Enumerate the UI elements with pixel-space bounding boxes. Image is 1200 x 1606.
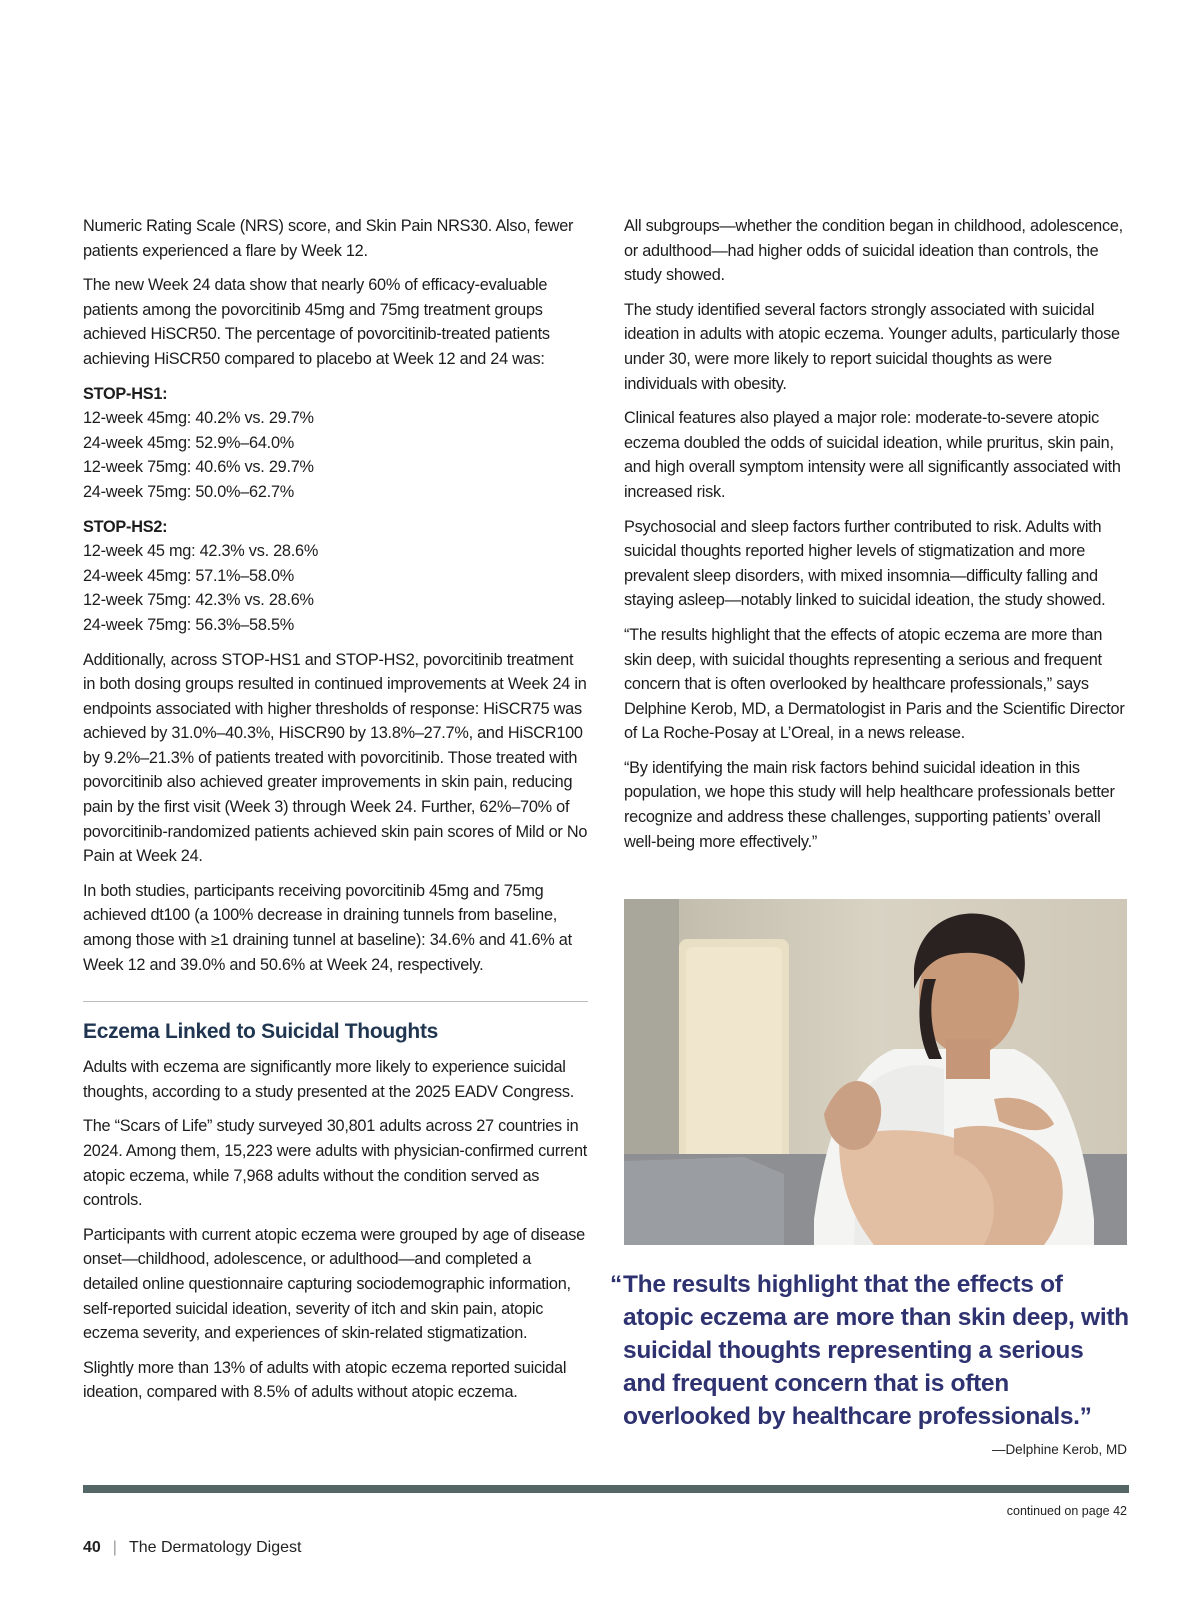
stop-hs1-results — [83, 382, 588, 505]
body-paragraph: Slightly more than 13% of adults with atopic eczema reported suicidal ideation, compared with 8.5% of adults without atopic eczema. — [83, 1358, 567, 1402]
stat-line: 12-week 75mg: 42.3% vs. 28.6% — [83, 591, 314, 610]
section-heading: Eczema Linked to Suicidal Thoughts — [83, 1020, 439, 1044]
woman-with-eczema-photo — [624, 899, 1127, 1245]
footer-rule — [83, 1485, 1129, 1493]
body-paragraph: Additionally, across STOP-HS1 and STOP-HS2, povorcitinib treatment in both dosing groups resulted in continued improvements at Week 24 in endpoints associated with higher thresholds of response: HiSCR75 was achieved by 31.0%–40.3%, HiSCR90 by 13.8%–27.7%, and HiSCR100 by 9.2%–21.3% of patients treated with povorcitinib. Those treated with povorcitinib also achieved greater improvements in skin pain, reducing pain by the first visit (Week 3) through Week 24. Further, 62%–70% of povorcitinib-randomized patients achieved skin pain scores of Mild or No Pain at Week 24. — [83, 650, 588, 866]
body-paragraph: The new Week 24 data show that nearly 60% of efficacy-evaluable patients among the povorcitinib 45mg and 75mg treatment groups achieved HiSCR50. The percentage of povorcitinib-treated patients achieving HiSCR50 compared to placebo at Week 12 and 24 was: — [83, 276, 550, 368]
article-photo — [624, 899, 1127, 1245]
stop-hs2-heading: STOP-HS2: — [83, 517, 168, 536]
body-paragraph: Psychosocial and sleep factors further contributed to risk. Adults with suicidal thoughts reported higher levels of stigmatization and more prevalent sleep disorders, with mixed insomnia—difficulty falling and staying asleep—notably linked to suicidal ideation, the study showed. — [624, 517, 1106, 610]
footer-separator: | — [112, 1539, 117, 1556]
stat-line: 24-week 75mg: 56.3%–58.5% — [83, 615, 294, 634]
body-paragraph: Adults with eczema are significantly more likely to experience suicidal thoughts, according to a study presented at the 2025 EADV Congress. — [83, 1058, 574, 1101]
stop-hs1-heading: STOP-HS1: — [83, 384, 168, 403]
section-divider — [83, 1001, 588, 1002]
stat-line: 24-week 75mg: 50.0%–62.7% — [83, 482, 294, 501]
publication-name: The Dermatology Digest — [128, 1539, 302, 1556]
stop-hs2-results — [83, 515, 588, 638]
stat-line: 24-week 45mg: 57.1%–58.0% — [83, 566, 294, 585]
body-paragraph: The “Scars of Life” study surveyed 30,801 adults across 27 countries in 2024. Among them, 15,223 were adults with physician-confirmed current atopic eczema, while 7,968 adults without the condition served as controls. — [83, 1117, 588, 1210]
page-footer — [83, 1539, 301, 1557]
continued-note: continued on page 42 — [1006, 1504, 1127, 1518]
body-paragraph: “The results highlight that the effects of atopic eczema are more than skin deep, with suicidal thoughts representing a serious and frequent concern that is often overlooked by healthcare professionals,” says Delphine Kerob, MD, a Dermatologist in Paris and the Scientific Director of La Roche-Posay at L’Oreal, in a news release. — [624, 625, 1125, 743]
body-paragraph: All subgroups—whether the condition began in childhood, adolescence, or adulthood—had higher odds of suicidal ideation than controls, the study showed. — [624, 217, 1123, 285]
stat-line: 12-week 75mg: 40.6% vs. 29.7% — [83, 458, 314, 477]
pull-quote-text: The results highlight that the effects of atopic eczema are more than skin deep, with suicidal thoughts representing a serious and frequent concern that is often overlooked by healthcare professionals.” — [623, 1271, 1129, 1430]
body-paragraph: In both studies, participants receiving povorcitinib 45mg and 75mg achieved dt100 (a 100% decrease in draining tunnels from baseline, among those with ≥1 draining tunnel at baseline): 34.6% and 41.6% at Week 12 and 39.0% and 50.6% at Week 24, respectively. — [83, 881, 572, 974]
right-column — [624, 214, 1129, 864]
body-paragraph: Clinical features also played a major role: moderate-to-severe atopic eczema doubled the odds of suicidal ideation, while pruritus, skin pain, and high overall symptom intensity were all significantly associated with increased risk. — [624, 409, 1121, 501]
pull-quote-attribution: —Delphine Kerob, MD — [991, 1442, 1127, 1457]
open-quote-mark: “ — [610, 1271, 622, 1298]
body-paragraph: “By identifying the main risk factors behind suicidal ideation in this population, we hope this study will help healthcare professionals better recognize and address these challenges, supporting patients’ overall well-being more effectively.” — [624, 758, 1115, 851]
body-paragraph: Numeric Rating Scale (NRS) score, and Skin Pain NRS30. Also, fewer patients experienced a flare by Week 12. — [83, 217, 574, 260]
pull-quote — [610, 1268, 1130, 1433]
body-paragraph: Participants with current atopic eczema were grouped by age of disease onset—childhood, adolescence, or adulthood—and completed a detailed online questionnaire capturing sociodemographic information, self-reported suicidal ideation, severity of itch and skin pain, atopic eczema severity, and experiences of skin-related stigmatization. — [83, 1225, 585, 1343]
body-paragraph: The study identified several factors strongly associated with suicidal ideation in adults with atopic eczema. Younger adults, particularly those under 30, were more likely to report suicidal thoughts as were individuals with obesity. — [624, 300, 1120, 393]
stat-line: 12-week 45 mg: 42.3% vs. 28.6% — [83, 542, 319, 561]
page-number: 40 — [83, 1539, 101, 1556]
stat-line: 24-week 45mg: 52.9%–64.0% — [83, 433, 294, 452]
stat-line: 12-week 45mg: 40.2% vs. 29.7% — [83, 409, 314, 428]
left-column — [83, 214, 588, 1415]
